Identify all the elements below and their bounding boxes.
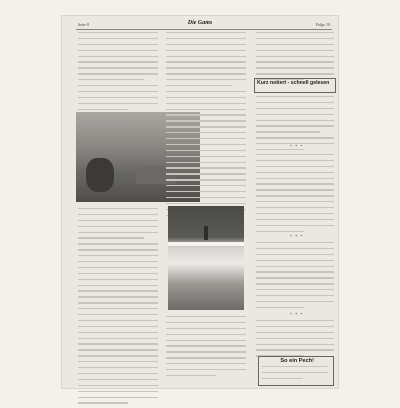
header-rule (76, 29, 332, 30)
issue-number: Folge 19 (315, 22, 330, 27)
column-2-text-lower (166, 316, 246, 381)
separator-stars-3: * * * (290, 312, 304, 317)
sidebar-heading-pech: So ein Pech! (280, 358, 314, 364)
news-items-text-3 (256, 242, 334, 313)
column-2-text (166, 32, 246, 221)
column-1-text (78, 32, 158, 114)
waterfall-photo (168, 206, 244, 310)
separator-stars-1: * * * (290, 144, 304, 149)
page-number-left: Seite 8 (78, 22, 89, 27)
anecdote-text (262, 366, 328, 384)
news-items-text-2 (256, 154, 334, 236)
sidebar-heading-news: Kurz notiert - schnell gelesen (257, 80, 330, 86)
column-1-text-lower (78, 208, 158, 408)
magazine-title: Die Gams (187, 20, 213, 26)
separator-stars-2: * * * (290, 234, 304, 239)
magazine-page (62, 16, 338, 388)
